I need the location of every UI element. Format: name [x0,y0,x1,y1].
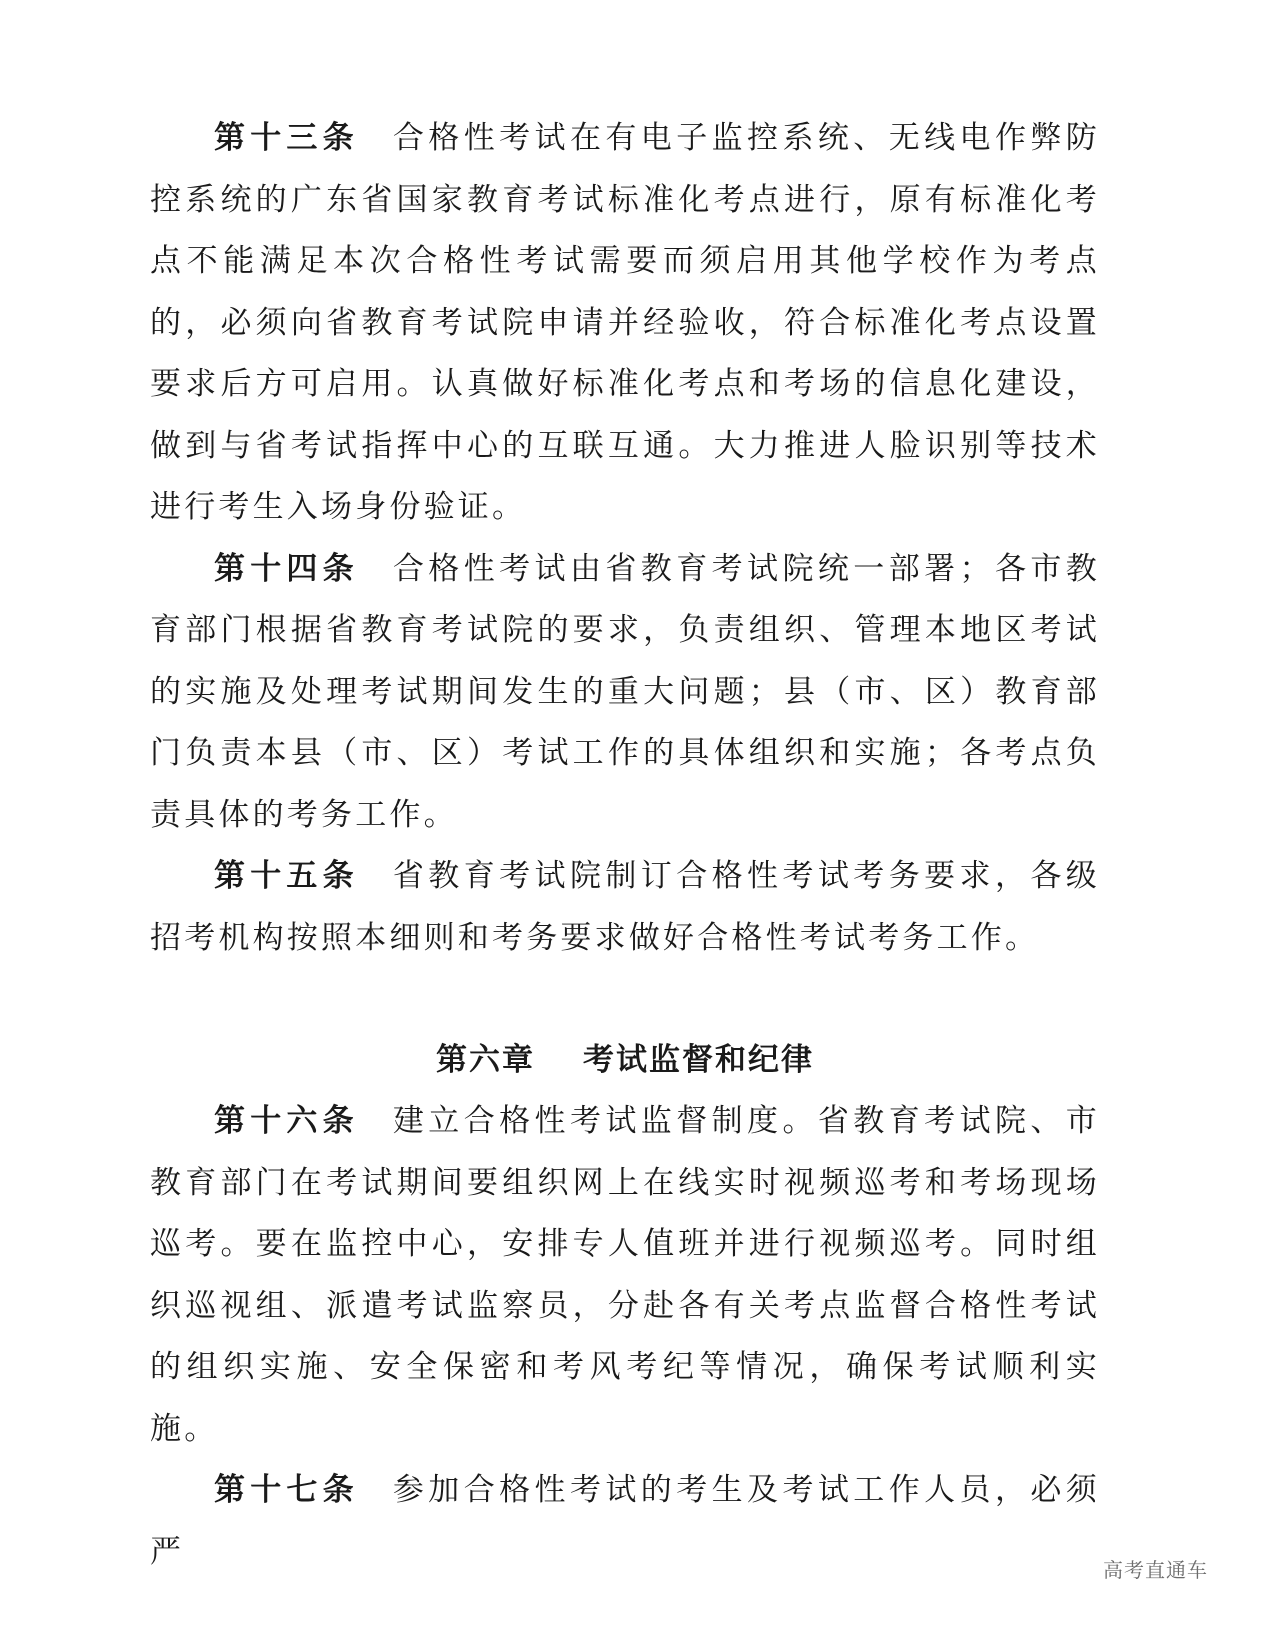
article-14 [150,539,1100,847]
article-15-text: 省教育考试院制订合格性考试考务要求，各级招考机构按照本细则和考务要求做好合格性考试考务工作。 [150,858,1101,956]
article-13-text: 合格性考试在有电子监控系统、无线电作弊防控系统的广东省国家教育考试标准化考点进行，原有标准化考点不能满足本次合格性考试需要而须启用其他学校作为考点的，必须向省教育考试院申请并经验收，符合标准化考点设置要求后方可启用。认真做好标准化考点和考场的信息化建设，做到与省考试指挥中心的互联互通。大力推进人脸识别等技术进行考生入场身份验证。 [150,120,1101,525]
article-15-label: 第十五条 [214,858,359,894]
article-16-text: 建立合格性考试监督制度。省教育考试院、市教育部门在考试期间要组织网上在线实时视频巡考和考场现场巡考。要在监控中心，安排专人值班并进行视频巡考。同时组织巡视组、派遣考试监察员，分赴各有关考点监督合格性考试的组织实施、安全保密和考风考纪等情况，确保考试顺利实施。 [150,1103,1101,1447]
article-14-text: 合格性考试由省教育考试院统一部署；各市教育部门根据省教育考试院的要求，负责组织、管理本地区考试的实施及处理考试期间发生的重大问题；县（市、区）教育部门负责本县（市、区）考试工作的具体组织和实施；各考点负责具体的考务工作。 [150,550,1101,833]
article-16 [150,1091,1100,1460]
article-13-label: 第十三条 [214,120,359,156]
article-17-text: 参加合格性考试的考生及考试工作人员，必须严 [150,1472,1101,1570]
chapter-title: 考试监督和纪律 [583,1042,814,1078]
document-body [150,108,1100,1583]
article-16-label: 第十六条 [214,1103,359,1139]
chapter-number: 第六章 [436,1042,535,1078]
watermark-text: 高考直通车 [1103,1558,1208,1582]
chapter-heading [150,1029,1100,1091]
article-14-label: 第十四条 [214,550,359,587]
article-15 [150,846,1100,969]
article-17-label: 第十七条 [214,1472,359,1508]
article-13 [150,108,1100,539]
article-17 [150,1460,1100,1583]
